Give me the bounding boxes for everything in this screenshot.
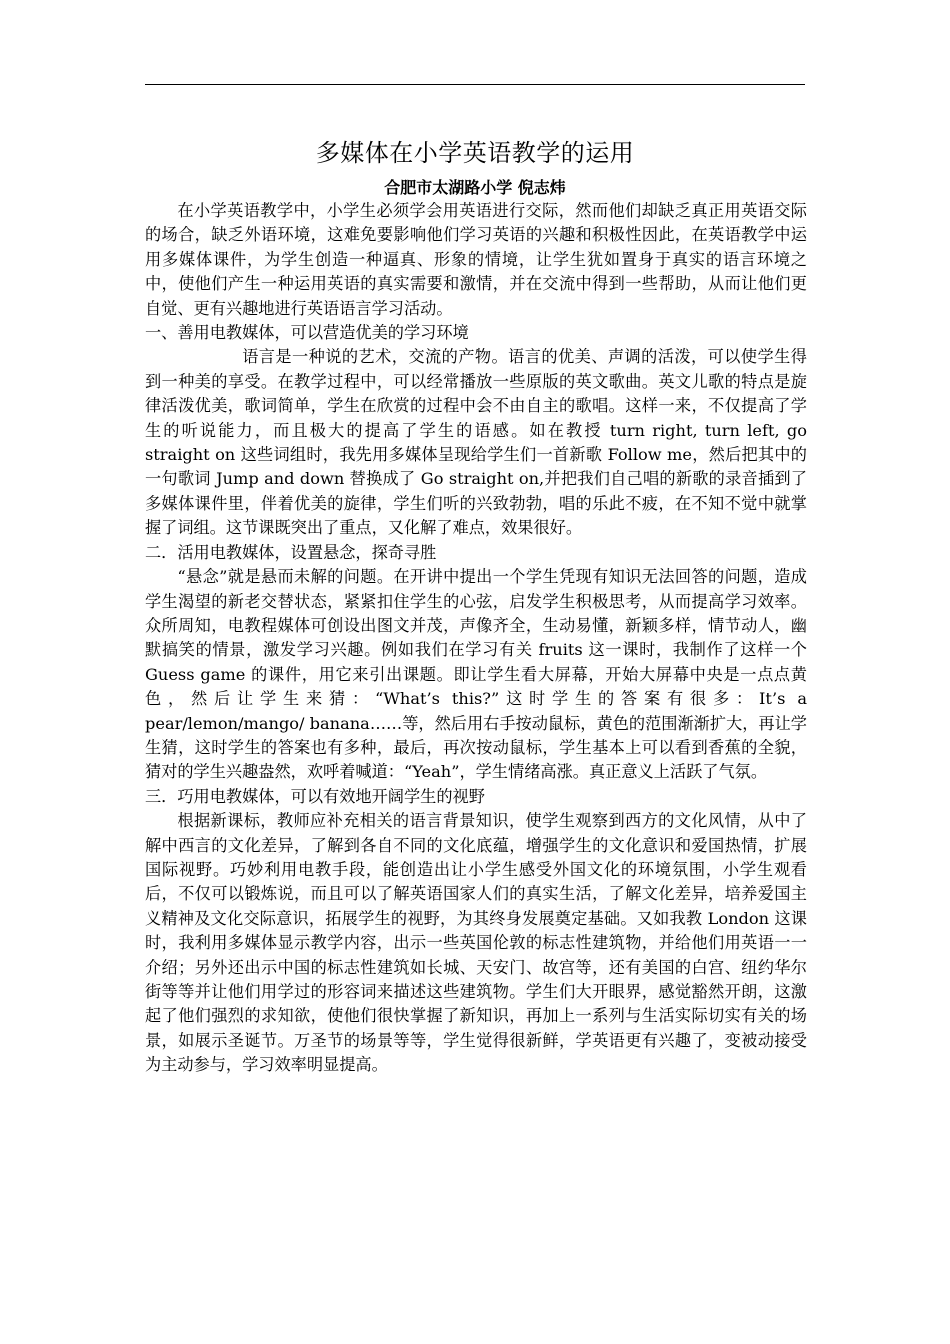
author-line: 合肥市太湖路小学 倪志炜 [384, 178, 566, 197]
section-2-paragraph: “悬念”就是悬而未解的问题。在开讲中提出一个学生凭现有知识无法回答的问题，造成学生渴望的新老交替状态，紧紧扣住学生的心弦，启发学生积极思考，从而提高学习效率。众所周知，电教程媒体可创设出图文并茂，声像齐全，生动易懂，新颖多样，情节动人，幽默搞笑的情景，激发学习兴趣。例如我们在学习有关 fruits 这一课时，我制作了这样一个 Guess game 的课件，用它来引出课题。即让学生看大屏幕，开始大屏幕中央是一点点黄色，然后让学生来猜：“What’s this?”这时学生的答案有很多：It’s a pear/lemon/mango/ banana……等，然后用右手按动鼠标，黄色的范围渐渐扩大，再让学生猜，这时学生的答案也有多种，最后，再次按动鼠标，学生基本上可以看到香蕉的全貌，猜对的学生兴趣盎然，欢呼着喊道：“Yeah”，学生情绪高涨。真正意义上活跃了气氛。 [145, 567, 807, 782]
section-3-paragraph: 根据新课标，教师应补充相关的语言背景知识，使学生观察到西方的文化风情，从中了解中西言的文化差异，了解到各自不同的文化底蕴，增强学生的文化意识和爱国热情，扩展国际视野。巧妙利用电教手段，能创造出让小学生感受外国文化的环境氛围，小学生观看后，不仅可以锻炼说，而且可以了解英语国家人们的真实生活，了解文化差异，培养爱国主义精神及文化交际意识，拓展学生的视野，为其终身发展奠定基础。又如我教 London 这课时，我利用多媒体显示教学内容，出示一些英国伦敦的标志性建筑物，并给他们用英语一一介绍；另外还出示中国的标志性建筑如长城、天安门、故宫等，还有美国的白宫、纽约华尔街等等并让他们用学过的形容词来描述这些建筑物。学生们大开眼界，感觉豁然开朗，这激起了他们强烈的求知欲，使他们很快掌握了新知识，再加上一系列与生活实际切实有关的场景，如展示圣诞节。万圣节的场景等等，学生觉得很新鲜，学英语更有兴趣了，变被动接受为主动参与，学习效率明显提高。 [145, 811, 807, 1075]
document-body [145, 199, 807, 1078]
intro-paragraph: 在小学英语教学中，小学生必须学会用英语进行交际，然而他们却缺乏真正用英语交际的场合，缺乏外语环境，这难免要影响他们学习英语的兴趣和积极性因此，在英语教学中运用多媒体课件，为学生创造一种逼真、形象的情境，让学生犹如置身于真实的语言环境之中，使他们产生一种运用英语的真实需要和激情，并在交流中得到一些帮助，从而让他们更自觉、更有兴趣地进行英语语言学习活动。 [145, 201, 807, 318]
section-3-heading: 三．巧用电教媒体，可以有效地开阔学生的视野 [145, 786, 485, 806]
header-rule [145, 84, 805, 85]
section-1-heading: 一、善用电教媒体，可以营造优美的学习环境 [145, 323, 469, 343]
section-2-heading: 二．活用电教媒体，设置悬念，探奇寻胜 [145, 542, 437, 562]
document-title: 多媒体在小学英语教学的运用 [315, 139, 635, 167]
section-1-paragraph: 语言是一种说的艺术，交流的产物。语言的优美、声调的活泼，可以使学生得到一种美的享受。在教学过程中，可以经常播放一些原版的英文歌曲。英文儿歌的特点是旋律活泼优美，歌词简单，学生在欣赏的过程中会不由自主的歌唱。这样一来，不仅提高了学生的听说能力，而且极大的提高了学生的语感。如在教授 turn right, turn left, go straight on 这些词组时，我先用多媒体呈现给学生们一首新歌 Follow me，然后把其中的一句歌词 Jump and down 替换成了 Go straight on,并把我们自己唱的新歌的录音插到了多媒体课件里，伴着优美的旋律，学生们听的兴致勃勃，唱的乐此不疲，在不知不觉中就掌握了词组。这节课既突出了重点，又化解了难点，效果很好。 [145, 347, 807, 538]
